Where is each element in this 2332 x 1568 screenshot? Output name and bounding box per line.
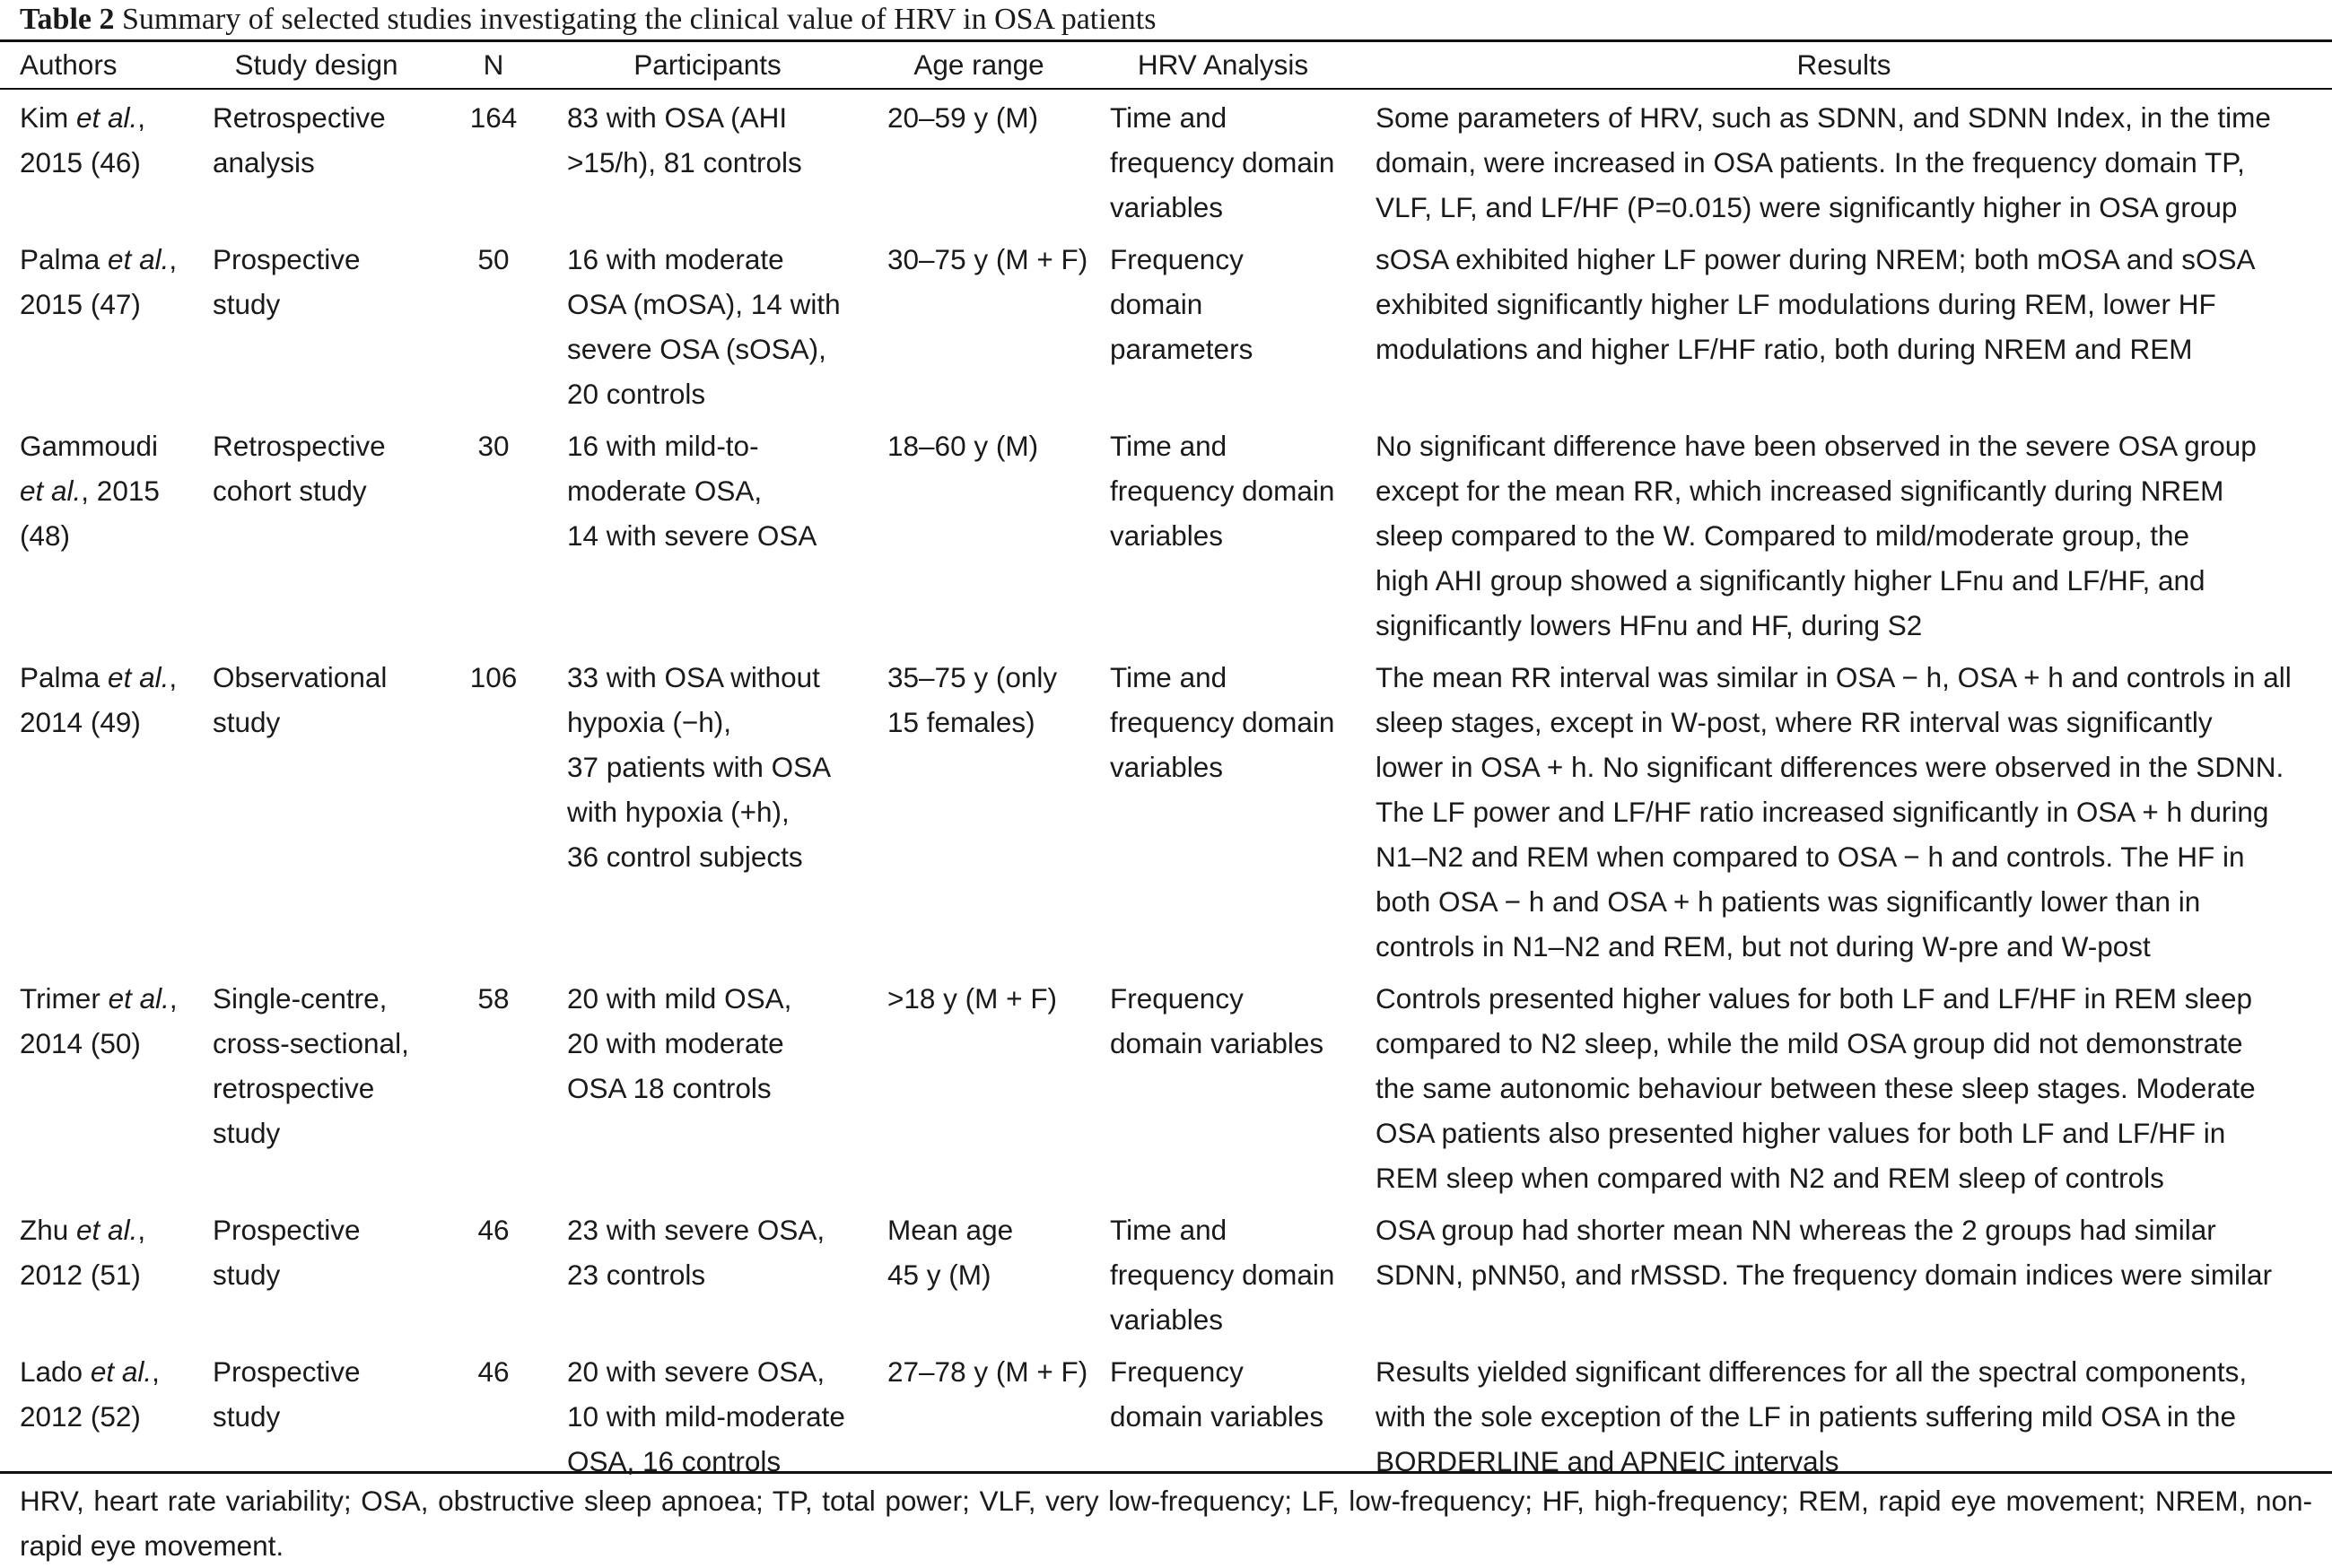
- cell-study-design: [193, 423, 440, 655]
- cell-line: Observational: [213, 661, 388, 693]
- cell-line: 10 with mild-moderate: [567, 1400, 845, 1433]
- cell-age-range: [868, 655, 1090, 976]
- cell-hrv-analysis: [1090, 655, 1356, 976]
- cell-line: compared to N2 sleep, while the mild OSA group did not demonstrate: [1376, 1027, 2243, 1059]
- author-etal: et al.: [20, 475, 82, 507]
- cell-hrv-analysis: [1090, 237, 1356, 423]
- cell-line: cross-sectional,: [213, 1027, 409, 1059]
- author-etal: et al.: [108, 982, 170, 1015]
- cell-line: domain, were increased in OSA patients. In the frequency domain TP,: [1376, 146, 2245, 179]
- cell-results: [1356, 1207, 2332, 1349]
- author-comma: ,: [169, 243, 178, 275]
- cell-n: 46: [477, 1214, 510, 1246]
- header-n: N: [483, 48, 504, 81]
- author-name: Gammoudi: [20, 430, 159, 462]
- cell-participants: [547, 237, 868, 423]
- cell-authors: [0, 1207, 193, 1349]
- cell-hrv-analysis: [1090, 1207, 1356, 1349]
- cell-line: Retrospective: [213, 430, 386, 462]
- header-age-range: Age range: [913, 48, 1044, 81]
- author-name: Palma: [20, 243, 109, 275]
- cell-line: Prospective: [213, 1355, 361, 1388]
- cell-authors: [0, 1349, 193, 1491]
- author-etal: et al.: [76, 101, 138, 134]
- cell-line: 37 patients with OSA: [567, 751, 832, 783]
- cell-line: REM sleep when compared with N2 and REM sleep of controls: [1376, 1162, 2164, 1194]
- cell-line: The mean RR interval was similar in OSA − h, OSA + h and controls in all: [1376, 661, 2292, 693]
- cell-line: study: [213, 288, 281, 320]
- cell-line: Some parameters of HRV, such as SDNN, and SDNN Index, in the time: [1376, 101, 2271, 134]
- cell-line: sleep compared to the W. Compared to mild/moderate group, the: [1376, 519, 2189, 552]
- cell-line: cohort study: [213, 475, 367, 507]
- cell-line: 30–75 y (M + F): [887, 243, 1088, 275]
- author-year-ref: 2015 (46): [20, 146, 141, 179]
- cell-study-design: [193, 976, 440, 1207]
- cell-line: 20–59 y (M): [887, 101, 1039, 134]
- cell-line: >15/h), 81 controls: [567, 146, 802, 179]
- cell-line: OSA patients also presented higher values for both LF and LF/HF in: [1376, 1117, 2226, 1149]
- cell-line: Retrospective: [213, 101, 386, 134]
- cell-line: controls in N1–N2 and REM, but not during W-pre and W-post: [1376, 930, 2151, 963]
- cell-line: 20 with mild OSA,: [567, 982, 792, 1015]
- cell-hrv-analysis: [1090, 976, 1356, 1207]
- cell-authors: [0, 655, 193, 976]
- cell-line: study: [213, 706, 281, 738]
- cell-n: 46: [477, 1355, 510, 1388]
- cell-line: 33 with OSA without: [567, 661, 820, 693]
- table-row: [0, 423, 2332, 655]
- cell-line: sleep stages, except in W-post, where RR interval was significantly: [1376, 706, 2213, 738]
- author-year-ref: 2012 (51): [20, 1259, 141, 1291]
- table-row: [0, 88, 2332, 237]
- cell-line: variables: [1110, 1303, 1224, 1336]
- author-etal: et al.: [76, 1214, 138, 1246]
- author-year-ref: 2012 (52): [20, 1400, 141, 1433]
- cell-line: variables: [1110, 519, 1224, 552]
- cell-line: 45 y (M): [887, 1259, 991, 1291]
- cell-line: 27–78 y (M + F): [887, 1355, 1088, 1388]
- cell-line: frequency domain: [1110, 1259, 1335, 1291]
- cell-line: >18 y (M + F): [887, 982, 1058, 1015]
- cell-line: study: [213, 1259, 281, 1291]
- cell-hrv-analysis: [1090, 88, 1356, 237]
- table-row: [0, 1207, 2332, 1349]
- cell-line: domain variables: [1110, 1400, 1324, 1433]
- cell-line: 20 with severe OSA,: [567, 1355, 825, 1388]
- cell-study-design: [193, 1207, 440, 1349]
- cell-line: Prospective: [213, 243, 361, 275]
- cell-line: except for the mean RR, which increased significantly during NREM: [1376, 475, 2224, 507]
- cell-participants: [547, 976, 868, 1207]
- author-comma: ,: [137, 101, 146, 134]
- author-comma: ,: [152, 1355, 160, 1388]
- cell-line: moderate OSA,: [567, 475, 763, 507]
- cell-line: Frequency: [1110, 982, 1244, 1015]
- cell-line: Prospective: [213, 1214, 361, 1246]
- cell-line: Time and: [1110, 101, 1227, 134]
- cell-line: study: [213, 1400, 281, 1433]
- cell-line: parameters: [1110, 333, 1253, 365]
- cell-participants: [547, 1207, 868, 1349]
- cell-line: 83 with OSA (AHI: [567, 101, 788, 134]
- cell-line: modulations and higher LF/HF ratio, both during NREM and REM: [1376, 333, 2193, 365]
- author-name: Zhu: [20, 1214, 77, 1246]
- cell-n: 106: [469, 661, 518, 693]
- cell-line: retrospective: [213, 1072, 375, 1104]
- cell-n: 164: [469, 101, 518, 134]
- cell-line: 14 with severe OSA: [567, 519, 817, 552]
- cell-line: No significant difference have been observed in the severe OSA group: [1376, 430, 2257, 462]
- cell-line: Results yielded significant differences for all the spectral components,: [1376, 1355, 2248, 1388]
- cell-line: frequency domain: [1110, 706, 1335, 738]
- cell-age-range: [868, 1207, 1090, 1349]
- cell-line: severe OSA (sOSA),: [567, 333, 826, 365]
- cell-line: Single-centre,: [213, 982, 388, 1015]
- cell-line: Frequency: [1110, 1355, 1244, 1388]
- cell-age-range: [868, 88, 1090, 237]
- author-comma: ,: [137, 1214, 146, 1246]
- cell-line: 16 with moderate: [567, 243, 784, 275]
- cell-line: frequency domain: [1110, 475, 1335, 507]
- table-footnote: HRV, heart rate variability; OSA, obstructive sleep apnoea; TP, total power; VLF, very low-frequency; LF, low-frequency; HF, high-frequency; REM, rapid eye movement; NREM, non-rapid eye movement.: [20, 1485, 2312, 1562]
- author-comma: ,: [169, 661, 178, 693]
- cell-line: Time and: [1110, 430, 1227, 462]
- cell-line: 35–75 y (only: [887, 661, 1058, 693]
- cell-line: 36 control subjects: [567, 841, 803, 873]
- cell-hrv-analysis: [1090, 423, 1356, 655]
- cell-line: lower in OSA + h. No significant differences were observed in the SDNN.: [1376, 751, 2284, 783]
- cell-line: N1–N2 and REM when compared to OSA − h and controls. The HF in: [1376, 841, 2245, 873]
- table-caption: [20, 2, 2317, 38]
- author-etal: et al.: [90, 1355, 153, 1388]
- table-row: [0, 655, 2332, 976]
- cell-study-design: [193, 655, 440, 976]
- cell-line: Controls presented higher values for both LF and LF/HF in REM sleep: [1376, 982, 2252, 1015]
- cell-line: significantly lowers HFnu and HF, during S2: [1376, 609, 1923, 641]
- cell-participants: [547, 1349, 868, 1491]
- cell-results: [1356, 655, 2332, 976]
- cell-authors: [0, 423, 193, 655]
- table-row: [0, 976, 2332, 1207]
- table-row: [0, 1349, 2332, 1491]
- cell-authors: [0, 976, 193, 1207]
- author-name: Lado: [20, 1355, 91, 1388]
- cell-study-design: [193, 237, 440, 423]
- cell-n: 50: [477, 243, 510, 275]
- table-row: [0, 237, 2332, 423]
- cell-line: Time and: [1110, 661, 1227, 693]
- cell-line: OSA group had shorter mean NN whereas the 2 groups had similar: [1376, 1214, 2216, 1246]
- cell-line: The LF power and LF/HF ratio increased significantly in OSA + h during: [1376, 796, 2269, 828]
- author-year: , 2015: [81, 475, 160, 507]
- table-caption-label: Table 2: [20, 3, 115, 36]
- cell-line: BORDERLINE and APNEIC intervals: [1376, 1445, 1839, 1477]
- cell-authors: [0, 237, 193, 423]
- cell-study-design: [193, 1349, 440, 1491]
- author-year-ref: 2015 (47): [20, 288, 141, 320]
- cell-line: 20 controls: [567, 378, 706, 410]
- cell-participants: [547, 655, 868, 976]
- header-hrv-analysis: HRV Analysis: [1137, 48, 1309, 81]
- cell-participants: [547, 423, 868, 655]
- cell-results: [1356, 1349, 2332, 1491]
- cell-results: [1356, 237, 2332, 423]
- cell-participants: [547, 88, 868, 237]
- cell-n: 30: [477, 430, 510, 462]
- cell-authors: [0, 88, 193, 237]
- author-name: Palma: [20, 661, 109, 693]
- cell-line: both OSA − h and OSA + h patients was significantly lower than in: [1376, 885, 2201, 918]
- cell-line: exhibited significantly higher LF modulations during REM, lower HF: [1376, 288, 2216, 320]
- cell-line: 23 with severe OSA,: [567, 1214, 825, 1246]
- cell-results: [1356, 423, 2332, 655]
- cell-line: analysis: [213, 146, 315, 179]
- cell-line: frequency domain: [1110, 146, 1335, 179]
- cell-line: VLF, LF, and LF/HF (P=0.015) were significantly higher in OSA group: [1376, 191, 2238, 223]
- cell-line: OSA (mOSA), 14 with: [567, 288, 841, 320]
- header-authors: Authors: [20, 48, 118, 81]
- cell-line: with hypoxia (+h),: [567, 796, 790, 828]
- cell-results: [1356, 88, 2332, 237]
- cell-line: variables: [1110, 751, 1224, 783]
- cell-line: variables: [1110, 191, 1224, 223]
- cell-line: 18–60 y (M): [887, 430, 1039, 462]
- cell-line: Mean age: [887, 1214, 1014, 1246]
- cell-line: OSA, 16 controls: [567, 1445, 782, 1477]
- header-row: [0, 40, 2332, 88]
- table-caption-text: Summary of selected studies investigating the clinical value of HRV in OSA patients: [122, 3, 1157, 36]
- cell-hrv-analysis: [1090, 1349, 1356, 1491]
- author-comma: ,: [169, 982, 178, 1015]
- cell-study-design: [193, 88, 440, 237]
- author-year-ref: 2014 (50): [20, 1027, 141, 1059]
- cell-line: Time and: [1110, 1214, 1227, 1246]
- cell-line: Frequency: [1110, 243, 1244, 275]
- cell-line: hypoxia (−h),: [567, 706, 731, 738]
- cell-line: domain variables: [1110, 1027, 1324, 1059]
- cell-line: study: [213, 1117, 281, 1149]
- cell-line: 20 with moderate: [567, 1027, 784, 1059]
- cell-age-range: [868, 237, 1090, 423]
- author-etal: et al.: [108, 661, 170, 693]
- author-name: Trimer: [20, 982, 109, 1015]
- cell-line: high AHI group showed a significantly higher LFnu and LF/HF, and: [1376, 564, 2205, 597]
- cell-n: 58: [477, 982, 510, 1015]
- cell-line: domain: [1110, 288, 1203, 320]
- cell-line: the same autonomic behaviour between these sleep stages. Moderate: [1376, 1072, 2256, 1104]
- author-year-ref: 2014 (49): [20, 706, 141, 738]
- author-etal: et al.: [108, 243, 170, 275]
- cell-line: OSA 18 controls: [567, 1072, 772, 1104]
- cell-line: 16 with mild-to-: [567, 430, 759, 462]
- cell-line: sOSA exhibited higher LF power during NREM; both mOSA and sOSA: [1376, 243, 2256, 275]
- cell-age-range: [868, 976, 1090, 1207]
- cell-age-range: [868, 423, 1090, 655]
- cell-line: 15 females): [887, 706, 1035, 738]
- studies-table: [0, 40, 2332, 1491]
- cell-line: SDNN, pNN50, and rMSSD. The frequency domain indices were similar: [1376, 1259, 2273, 1291]
- header-results: Results: [1796, 48, 1891, 81]
- author-name: Kim: [20, 101, 76, 134]
- cell-line: with the sole exception of the LF in patients suffering mild OSA in the: [1376, 1400, 2236, 1433]
- cell-line: 23 controls: [567, 1259, 706, 1291]
- author-ref: (48): [20, 519, 71, 552]
- cell-results: [1356, 976, 2332, 1207]
- header-study-design: Study design: [234, 48, 398, 81]
- cell-age-range: [868, 1349, 1090, 1491]
- header-participants: Participants: [633, 48, 782, 81]
